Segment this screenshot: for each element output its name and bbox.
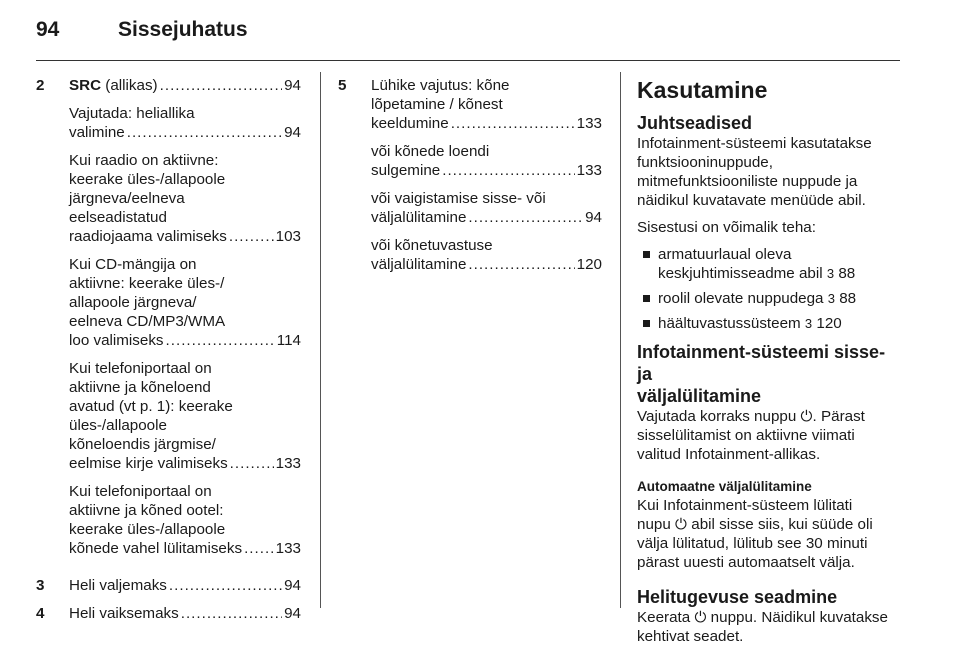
power-icon: ⏻ [675,516,688,533]
leader-dots [181,604,282,623]
text-line: Kui telefoniportaal on [69,360,212,377]
bullet-label: roolil olevate nuppudega [658,290,824,307]
paragraph [637,608,902,646]
toc-line [371,114,602,133]
toc-line [69,539,301,558]
page-ref: 88 [838,265,856,282]
page-header [36,18,248,48]
entry-para [371,142,602,180]
leader-dots [166,331,275,350]
text-line: järgneva/eelneva [69,190,185,207]
bullet-label: keskjuhtimisseadme abil [658,265,823,282]
entry-number: 4 [36,605,45,622]
key-desc: (allikas) [101,77,158,94]
text-line: Kui Infotainment-süsteem lülitati [637,497,853,514]
page-ref: 120 [576,256,602,273]
section-heading: Kasutamine [637,77,768,103]
entry-para [69,151,301,246]
legend-entry [36,76,301,567]
text-span: Keerata [637,609,691,626]
header-rule [36,60,900,61]
leader-dots [442,161,574,180]
toc-text: valimine [69,124,125,141]
page-ref-icon: 3 [826,266,835,281]
toc-text: kõnede vahel lülitamiseks [69,540,243,557]
text-line: või vaigistamise sisse- või [371,190,546,207]
text-line: Kui telefoniportaal on [69,483,212,500]
entry-body [69,604,301,623]
text-line: Lühike vajutus: kõne [371,77,510,94]
text-line: aktiivne ja kõneloend [69,379,211,396]
entry-number: 3 [36,577,45,594]
page-ref: 94 [284,77,301,94]
legend-entry [36,604,301,623]
page-ref: 94 [284,577,301,594]
entry-para [371,76,602,133]
page-ref: 103 [275,228,301,245]
bullet-text [658,289,856,308]
page-ref: 120 [816,315,842,332]
leader-dots [468,208,583,227]
page-title: Sissejuhatus [118,18,248,41]
entry-body [69,576,301,595]
text-line: väljalülitamine [637,386,762,406]
toc-text: keeldumine [371,115,449,132]
entry-body [371,76,602,283]
page-ref: 133 [576,115,602,132]
page-ref: 94 [284,605,301,622]
leader-dots [451,114,575,133]
column-3 [637,76,902,654]
column-divider-2 [620,72,621,608]
toc-text: väljalülitamine [371,209,467,226]
text-line: välja lülitatud, lülitub see 30 minuti [637,535,868,552]
entry-para [371,189,602,227]
text-span: nuppu. Näidikul kuvatakse [706,609,888,626]
text-line: Infotainment-süsteemi kasutatakse [637,135,872,152]
page-ref-icon: 3 [804,316,813,331]
leader-dots [160,76,282,95]
text-span: . Pärast [812,408,865,425]
text-span: abil sisse siis, kui süüde oli [687,516,873,533]
text-line: aktiivne ja kõned ootel: [69,502,224,519]
text-line: armatuurlaual oleva [658,246,792,263]
text-span: Vajutada korraks nuppu [637,408,797,425]
page-number: 94 [36,18,60,41]
entry-number: 2 [36,77,45,94]
text-line: lõpetamine / kõnest [371,96,503,113]
key-label: SRC [69,77,102,94]
leader-dots [169,576,282,595]
leader-dots [127,123,282,142]
text-line: valitud Infotainment-allikas. [637,446,821,463]
bullet-square [643,295,650,302]
text-line: sisselülitamist on aktiivne viimati [637,427,855,444]
text-line: allapoole järgneva/ [69,294,197,311]
entry-para [371,236,602,274]
legend-entry [338,76,602,283]
bullet-item [637,289,902,308]
paragraph [637,134,902,210]
entry-body [69,76,301,567]
power-icon: ⏻ [800,408,813,425]
bullet-text [658,314,842,333]
subheading-power [637,341,902,407]
toc-line [69,123,301,142]
column-1 [36,76,301,632]
page-ref: 94 [284,124,301,141]
subheading-volume: Helitugevuse seadmine [637,587,838,607]
toc-text: loo valimiseks [69,332,164,349]
text-line: keerake üles-/allapoole [69,171,226,188]
text-line: kõneloendis järgmise/ [69,436,216,453]
legend-entry [36,576,301,595]
text-line: Kui raadio on aktiivne: [69,152,219,169]
bullet-item [637,314,902,333]
entry-para [69,76,301,95]
text-line: keerake üles-/allapoole [69,521,226,538]
text-line: funktsiooninuppude, [637,154,773,171]
bullet-label: häältuvastussüsteem [658,315,801,332]
leader-dots [244,539,274,558]
text-line [637,608,902,627]
column-2 [338,76,602,292]
toc-text [69,76,158,95]
bullet-item [637,245,902,283]
column-divider-1 [320,72,321,608]
leader-dots [468,255,574,274]
toc-line [69,331,301,350]
entry-para [69,255,301,350]
text-line: eelneva CD/MP3/WMA [69,313,226,330]
text-line: või kõnede loendi [371,143,490,160]
toc-text: raadiojaama valimiseks [69,228,227,245]
toc-text: Heli valjemaks [69,577,167,594]
toc-text: eelmise kirje valimiseks [69,455,228,472]
leader-dots [230,454,274,473]
toc-text: sulgemine [371,162,441,179]
page-ref-icon: 3 [827,291,835,306]
text-line: avatud (vt p. 1): keerake [69,398,233,415]
text-line [637,407,902,426]
entry-para [69,359,301,473]
page-ref: 133 [275,540,301,557]
paragraph: Sisestusi on võimalik teha: [637,219,816,236]
page-ref: 88 [839,290,857,307]
toc-line [371,161,602,180]
leader-dots [229,227,274,246]
text-line [637,515,902,534]
bullet-square [643,251,650,258]
text-span: nupu [637,516,671,533]
text-line: Vajutada: heliallika [69,105,195,122]
paragraph [637,496,902,572]
power-icon: ⏻ [694,609,707,626]
bullet-text [658,245,855,283]
toc-text: Heli vaiksemaks [69,605,179,622]
subheading-auto-off: Automaatne väljalülitamine [637,479,812,494]
page-ref: 114 [276,332,301,349]
paragraph [637,407,902,464]
text-line: eelseadistatud [69,209,167,226]
text-line: kehtivat seadet. [637,628,744,645]
bullet-list [637,245,902,333]
entry-para [69,104,301,142]
toc-line [69,454,301,473]
text-line [658,289,856,308]
toc-line [69,227,301,246]
page-ref: 133 [576,162,602,179]
text-line [658,264,855,283]
bullet-square [643,320,650,327]
text-line: pärast uuesti automaatselt välja. [637,554,855,571]
entry-para [69,482,301,558]
text-line: näidikul kuvatavate menüüde abil. [637,192,866,209]
toc-line [371,208,602,227]
toc-line [69,576,301,595]
text-line: Kui CD-mängija on [69,256,197,273]
toc-text: väljalülitamine [371,256,467,273]
text-line [658,314,842,333]
toc-line [371,255,602,274]
page-ref: 94 [585,209,602,226]
text-line: Infotainment-süsteemi sisse- ja [637,342,886,384]
text-line: üles-/allapoole [69,417,167,434]
toc-line [69,604,301,623]
subheading-controls: Juhtseadised [637,113,753,133]
text-line: mitmefunktsiooniliste nuppude ja [637,173,858,190]
text-line: aktiivne: keerake üles-/ [69,275,225,292]
text-line: või kõnetuvastuse [371,237,493,254]
entry-number: 5 [338,77,347,94]
toc-line [69,76,301,95]
page-ref: 133 [275,455,301,472]
